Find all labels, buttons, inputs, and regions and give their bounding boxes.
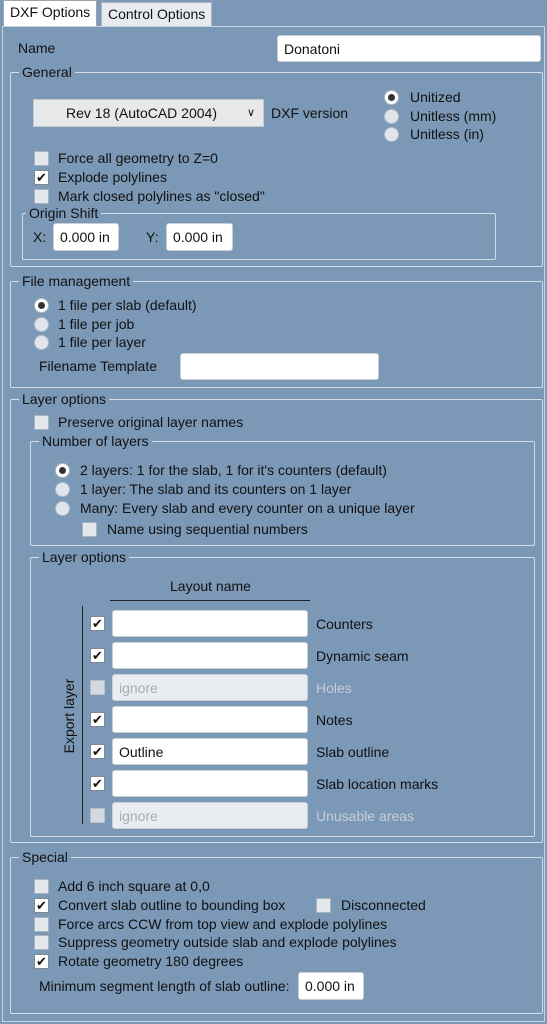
- layer-options-legend: Layer options: [22, 391, 107, 407]
- name-input[interactable]: Donatoni: [277, 35, 541, 62]
- unitless-mm-label: Unitless (mm): [410, 108, 497, 124]
- filename-template-input[interactable]: [180, 353, 379, 380]
- dxf-version-label: DXF version: [271, 105, 349, 121]
- unitless-in-radio[interactable]: [384, 127, 399, 142]
- file-per-layer-label: 1 file per layer: [58, 334, 146, 350]
- dxf-version-dropdown[interactable]: [33, 99, 264, 127]
- disconnected-label: Disconnected: [341, 897, 426, 913]
- explode-polylines-checkbox[interactable]: ✔: [34, 170, 49, 185]
- many-layers-radio[interactable]: [55, 501, 70, 516]
- add-6in-square-checkbox[interactable]: [34, 879, 49, 894]
- one-layer-radio[interactable]: [55, 482, 70, 497]
- dxf-version-value: Rev 18 (AutoCAD 2004): [66, 105, 217, 121]
- layout-name-header: Layout name: [170, 578, 251, 594]
- origin-shift-legend: Origin Shift: [29, 205, 99, 221]
- many-layers-label: Many: Every slab and every counter on a unique layer: [80, 500, 415, 516]
- unusable-areas-label: Unusable areas: [316, 808, 415, 824]
- file-per-job-radio[interactable]: [34, 317, 49, 332]
- preserve-layer-names-checkbox[interactable]: [34, 415, 49, 430]
- suppress-geometry-label: Suppress geometry outside slab and explode polylines: [58, 934, 397, 950]
- bounding-box-label: Convert slab outline to bounding box: [58, 897, 286, 913]
- origin-x-label: X:: [33, 229, 47, 245]
- tab-bar: [0, 0, 547, 26]
- rotate-180-checkbox[interactable]: ✔: [34, 954, 49, 969]
- mark-closed-checkbox[interactable]: [34, 189, 49, 204]
- unitized-label: Unitized: [410, 89, 461, 105]
- min-segment-label: Minimum segment length of slab outline:: [39, 978, 290, 994]
- force-z0-checkbox[interactable]: [34, 151, 49, 166]
- force-arcs-ccw-checkbox[interactable]: [34, 917, 49, 932]
- unusable-areas-checkbox[interactable]: [90, 808, 105, 823]
- tab-control-options[interactable]: Control Options: [101, 2, 212, 26]
- disconnected-checkbox[interactable]: [316, 898, 331, 913]
- origin-y-label: Y:: [146, 229, 159, 245]
- unitless-mm-radio[interactable]: [384, 109, 399, 124]
- tab-dxf-options[interactable]: DXF Options: [3, 0, 97, 27]
- unitized-radio[interactable]: [384, 90, 399, 105]
- chevron-down-icon: ∨: [246, 107, 255, 119]
- suppress-geometry-checkbox[interactable]: [34, 935, 49, 950]
- file-per-layer-radio[interactable]: [34, 335, 49, 350]
- export-layer-bracket: [82, 606, 83, 824]
- slab-location-marks-checkbox[interactable]: ✔: [90, 776, 105, 791]
- file-per-job-label: 1 file per job: [58, 316, 135, 332]
- add-6in-square-label: Add 6 inch square at 0,0: [58, 878, 210, 894]
- origin-y-input[interactable]: 0.000 in: [166, 223, 233, 251]
- counters-checkbox[interactable]: ✔: [90, 616, 105, 631]
- sequential-numbers-label: Name using sequential numbers: [107, 521, 308, 537]
- force-arcs-ccw-label: Force arcs CCW from top view and explode polylines: [58, 916, 388, 932]
- dynamic-seam-checkbox[interactable]: ✔: [90, 648, 105, 663]
- slab-location-marks-label: Slab location marks: [316, 776, 439, 792]
- min-segment-input[interactable]: 0.000 in: [298, 972, 364, 1000]
- explode-polylines-label: Explode polylines: [58, 169, 167, 185]
- notes-label: Notes: [316, 712, 353, 728]
- slab-outline-layout-input[interactable]: Outline: [112, 738, 308, 765]
- origin-x-input[interactable]: 0.000 in: [53, 223, 119, 251]
- special-legend: Special: [22, 849, 68, 865]
- notes-checkbox[interactable]: ✔: [90, 712, 105, 727]
- mark-closed-label: Mark closed polylines as "closed": [58, 188, 265, 204]
- sequential-numbers-checkbox[interactable]: [82, 522, 97, 537]
- unitless-in-label: Unitless (in): [410, 126, 484, 142]
- rotate-180-label: Rotate geometry 180 degrees: [58, 953, 244, 969]
- file-per-slab-label: 1 file per slab (default): [58, 297, 197, 313]
- preserve-layer-names-label: Preserve original layer names: [58, 414, 244, 430]
- unusable-areas-layout-input[interactable]: ignore: [112, 802, 308, 829]
- name-label: Name: [18, 40, 56, 56]
- export-layer-label: Export layer: [61, 678, 77, 754]
- dynamic-seam-layout-input[interactable]: [112, 642, 308, 669]
- holes-checkbox[interactable]: [90, 680, 105, 695]
- two-layers-radio[interactable]: [55, 463, 70, 478]
- filename-template-label: Filename Template: [39, 358, 158, 374]
- file-per-slab-radio[interactable]: [34, 298, 49, 313]
- dynamic-seam-label: Dynamic seam: [316, 648, 409, 664]
- layout-name-underline: [110, 600, 310, 601]
- force-z0-label: Force all geometry to Z=0: [58, 150, 218, 166]
- holes-layout-input[interactable]: ignore: [112, 674, 308, 701]
- slab-location-marks-layout-input[interactable]: [112, 770, 308, 797]
- holes-label: Holes: [316, 680, 352, 696]
- one-layer-label: 1 layer: The slab and its counters on 1 layer: [80, 481, 352, 497]
- bounding-box-checkbox[interactable]: ✔: [34, 898, 49, 913]
- general-legend: General: [22, 64, 72, 80]
- notes-layout-input[interactable]: [112, 706, 308, 733]
- number-of-layers-legend: Number of layers: [42, 433, 149, 449]
- slab-outline-label: Slab outline: [316, 744, 390, 760]
- file-management-legend: File management: [22, 273, 131, 289]
- inner-layer-options-legend: Layer options: [42, 549, 127, 565]
- two-layers-label: 2 layers: 1 for the slab, 1 for it's counters (default): [80, 462, 387, 478]
- counters-layout-input[interactable]: [112, 610, 308, 637]
- counters-label: Counters: [316, 616, 373, 632]
- slab-outline-checkbox[interactable]: ✔: [90, 744, 105, 759]
